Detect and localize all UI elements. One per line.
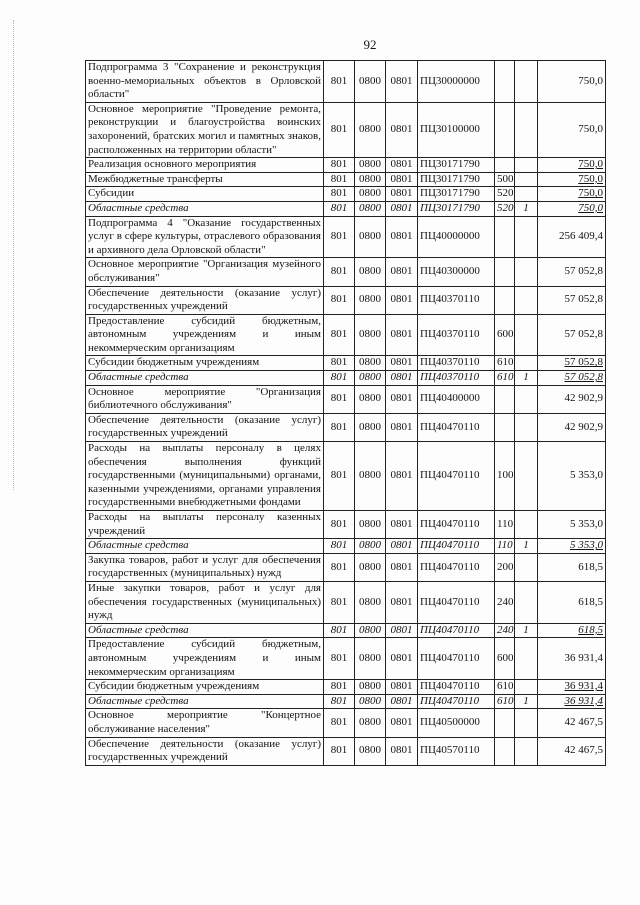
scan-edge-artifact: [13, 20, 14, 490]
table-row: [86, 201, 606, 216]
row-target-article-code: ПЦ40370110: [418, 314, 495, 356]
table-row: [86, 61, 606, 103]
row-amount: 42 467,5: [538, 737, 606, 765]
table-row: [86, 413, 606, 441]
row-expense-type-code: [495, 158, 515, 173]
row-target-article-code: ПЦ40470110: [418, 623, 495, 638]
row-ministry-code: 801: [324, 442, 355, 511]
row-ministry-code: 801: [324, 102, 355, 157]
row-expense-type-code: 240: [495, 623, 515, 638]
row-expense-type-code: 520: [495, 187, 515, 202]
row-ministry-code: 801: [324, 694, 355, 709]
row-funding-source-code: [515, 638, 538, 680]
row-expense-type-code: 600: [495, 638, 515, 680]
row-amount: 750,0: [538, 102, 606, 157]
row-ministry-code: 801: [324, 553, 355, 581]
row-description: Обеспечение деятельности (оказание услуг) государственных учреждений: [86, 737, 324, 765]
row-subsection-code: 0801: [386, 623, 418, 638]
table-row: [86, 216, 606, 258]
row-expense-type-code: 600: [495, 314, 515, 356]
row-funding-source-code: [515, 286, 538, 314]
row-expense-type-code: 610: [495, 356, 515, 371]
row-section-code: 0800: [355, 680, 386, 695]
row-description: Подпрограмма 3 "Сохранение и реконструкция военно-мемориальных объектов в Орловской области": [86, 61, 324, 103]
row-subsection-code: 0801: [386, 286, 418, 314]
row-target-article-code: ПЦ30171790: [418, 158, 495, 173]
row-amount: 36 931,4: [538, 680, 606, 695]
row-expense-type-code: [495, 102, 515, 157]
row-amount: 750,0: [538, 172, 606, 187]
row-funding-source-code: [515, 102, 538, 157]
row-section-code: 0800: [355, 511, 386, 539]
row-target-article-code: ПЦ40000000: [418, 216, 495, 258]
table-row: [86, 187, 606, 202]
row-section-code: 0800: [355, 201, 386, 216]
row-section-code: 0800: [355, 581, 386, 623]
table-row: [86, 286, 606, 314]
row-section-code: 0800: [355, 385, 386, 413]
row-subsection-code: 0801: [386, 187, 418, 202]
row-subsection-code: 0801: [386, 356, 418, 371]
row-funding-source-code: [515, 680, 538, 695]
row-ministry-code: 801: [324, 638, 355, 680]
row-target-article-code: ПЦ40470110: [418, 553, 495, 581]
row-target-article-code: ПЦ40470110: [418, 638, 495, 680]
row-ministry-code: 801: [324, 172, 355, 187]
row-amount: 750,0: [538, 201, 606, 216]
row-subsection-code: 0801: [386, 385, 418, 413]
row-target-article-code: ПЦ40470110: [418, 581, 495, 623]
row-expense-type-code: 110: [495, 539, 515, 554]
row-description: Расходы на выплаты персоналу казенных учреждений: [86, 511, 324, 539]
row-amount: 36 931,4: [538, 638, 606, 680]
row-amount: 42 902,9: [538, 413, 606, 441]
row-amount: 36 931,4: [538, 694, 606, 709]
row-funding-source-code: 1: [515, 623, 538, 638]
row-ministry-code: 801: [324, 61, 355, 103]
row-amount: 57 052,8: [538, 258, 606, 286]
row-ministry-code: 801: [324, 158, 355, 173]
row-amount: 618,5: [538, 623, 606, 638]
row-description: Областные средства: [86, 201, 324, 216]
table-row: [86, 511, 606, 539]
row-section-code: 0800: [355, 258, 386, 286]
row-description: Субсидии бюджетным учреждениям: [86, 356, 324, 371]
row-amount: 618,5: [538, 581, 606, 623]
row-subsection-code: 0801: [386, 581, 418, 623]
row-subsection-code: 0801: [386, 737, 418, 765]
row-ministry-code: 801: [324, 187, 355, 202]
row-amount: 750,0: [538, 187, 606, 202]
row-funding-source-code: [515, 442, 538, 511]
table-row: [86, 371, 606, 386]
row-ministry-code: 801: [324, 539, 355, 554]
row-expense-type-code: [495, 258, 515, 286]
row-funding-source-code: [515, 385, 538, 413]
row-target-article-code: ПЦ40470110: [418, 511, 495, 539]
row-funding-source-code: [515, 581, 538, 623]
row-section-code: 0800: [355, 216, 386, 258]
row-amount: 57 052,8: [538, 286, 606, 314]
row-funding-source-code: [515, 737, 538, 765]
row-ministry-code: 801: [324, 413, 355, 441]
row-amount: 57 052,8: [538, 356, 606, 371]
table-row: [86, 102, 606, 157]
row-description: Основное мероприятие "Организация музейного обслуживания": [86, 258, 324, 286]
row-funding-source-code: [515, 709, 538, 737]
row-subsection-code: 0801: [386, 201, 418, 216]
row-ministry-code: 801: [324, 201, 355, 216]
table-row: [86, 623, 606, 638]
row-amount: 5 353,0: [538, 442, 606, 511]
row-expense-type-code: [495, 216, 515, 258]
row-subsection-code: 0801: [386, 539, 418, 554]
row-description: Обеспечение деятельности (оказание услуг) государственных учреждений: [86, 286, 324, 314]
row-section-code: 0800: [355, 102, 386, 157]
row-section-code: 0800: [355, 286, 386, 314]
row-description: Областные средства: [86, 694, 324, 709]
row-section-code: 0800: [355, 709, 386, 737]
row-ministry-code: 801: [324, 385, 355, 413]
row-target-article-code: ПЦ40470110: [418, 442, 495, 511]
row-section-code: 0800: [355, 694, 386, 709]
row-description: Реализация основного мероприятия: [86, 158, 324, 173]
row-target-article-code: ПЦ40370110: [418, 371, 495, 386]
row-description: Субсидии бюджетным учреждениям: [86, 680, 324, 695]
row-subsection-code: 0801: [386, 102, 418, 157]
row-amount: 57 052,8: [538, 371, 606, 386]
row-expense-type-code: 100: [495, 442, 515, 511]
row-funding-source-code: [515, 61, 538, 103]
row-amount: 5 353,0: [538, 511, 606, 539]
row-description: Предоставление субсидий бюджетным, автономным учреждениям и иным некоммерческим организациям: [86, 314, 324, 356]
row-description: Обеспечение деятельности (оказание услуг) государственных учреждений: [86, 413, 324, 441]
row-target-article-code: ПЦ30171790: [418, 187, 495, 202]
budget-table-body: [86, 61, 606, 766]
row-expense-type-code: [495, 737, 515, 765]
row-section-code: 0800: [355, 172, 386, 187]
row-amount: 618,5: [538, 553, 606, 581]
row-funding-source-code: [515, 314, 538, 356]
row-ministry-code: 801: [324, 737, 355, 765]
row-amount: 42 902,9: [538, 385, 606, 413]
row-section-code: 0800: [355, 61, 386, 103]
row-target-article-code: ПЦ30171790: [418, 201, 495, 216]
row-section-code: 0800: [355, 158, 386, 173]
row-description: Основное мероприятие "Проведение ремонта, реконструкции и благоустройства воинских захоронений, братских могил и памятных знаков, расположенных на территории области": [86, 102, 324, 157]
row-funding-source-code: [515, 553, 538, 581]
row-subsection-code: 0801: [386, 216, 418, 258]
table-row: [86, 680, 606, 695]
table-row: [86, 258, 606, 286]
row-funding-source-code: [515, 172, 538, 187]
table-row: [86, 356, 606, 371]
table-row: [86, 737, 606, 765]
row-ministry-code: 801: [324, 371, 355, 386]
row-target-article-code: ПЦ40470110: [418, 413, 495, 441]
row-subsection-code: 0801: [386, 61, 418, 103]
row-ministry-code: 801: [324, 581, 355, 623]
row-funding-source-code: 1: [515, 539, 538, 554]
row-subsection-code: 0801: [386, 638, 418, 680]
table-row: [86, 158, 606, 173]
row-description: Областные средства: [86, 623, 324, 638]
row-subsection-code: 0801: [386, 158, 418, 173]
table-row: [86, 314, 606, 356]
row-expense-type-code: 610: [495, 371, 515, 386]
row-funding-source-code: [515, 216, 538, 258]
row-ministry-code: 801: [324, 356, 355, 371]
row-subsection-code: 0801: [386, 371, 418, 386]
row-expense-type-code: [495, 61, 515, 103]
row-expense-type-code: 110: [495, 511, 515, 539]
row-funding-source-code: [515, 158, 538, 173]
row-expense-type-code: 500: [495, 172, 515, 187]
table-row: [86, 709, 606, 737]
row-section-code: 0800: [355, 314, 386, 356]
row-target-article-code: ПЦ40570110: [418, 737, 495, 765]
table-row: [86, 581, 606, 623]
row-ministry-code: 801: [324, 216, 355, 258]
row-subsection-code: 0801: [386, 314, 418, 356]
row-expense-type-code: 610: [495, 694, 515, 709]
row-funding-source-code: 1: [515, 694, 538, 709]
row-target-article-code: ПЦ40470110: [418, 694, 495, 709]
row-subsection-code: 0801: [386, 709, 418, 737]
row-target-article-code: ПЦ40300000: [418, 258, 495, 286]
row-target-article-code: ПЦ30100000: [418, 102, 495, 157]
row-ministry-code: 801: [324, 511, 355, 539]
row-description: Областные средства: [86, 371, 324, 386]
row-description: Закупка товаров, работ и услуг для обеспечения государственных (муниципальных) нужд: [86, 553, 324, 581]
row-expense-type-code: [495, 385, 515, 413]
row-section-code: 0800: [355, 187, 386, 202]
row-subsection-code: 0801: [386, 511, 418, 539]
row-expense-type-code: 200: [495, 553, 515, 581]
row-expense-type-code: 610: [495, 680, 515, 695]
row-description: Межбюджетные трансферты: [86, 172, 324, 187]
row-expense-type-code: 520: [495, 201, 515, 216]
row-ministry-code: 801: [324, 314, 355, 356]
row-subsection-code: 0801: [386, 442, 418, 511]
page-number: 92: [363, 37, 377, 52]
row-ministry-code: 801: [324, 258, 355, 286]
row-ministry-code: 801: [324, 709, 355, 737]
row-amount: 57 052,8: [538, 314, 606, 356]
row-section-code: 0800: [355, 356, 386, 371]
row-expense-type-code: [495, 286, 515, 314]
table-row: [86, 638, 606, 680]
row-target-article-code: ПЦ30000000: [418, 61, 495, 103]
row-section-code: 0800: [355, 737, 386, 765]
row-description: Основное мероприятие "Концертное обслуживание населения": [86, 709, 324, 737]
table-row: [86, 385, 606, 413]
row-description: Иные закупки товаров, работ и услуг для обеспечения государственных (муниципальных) нужд: [86, 581, 324, 623]
row-target-article-code: ПЦ30171790: [418, 172, 495, 187]
table-row: [86, 694, 606, 709]
row-subsection-code: 0801: [386, 680, 418, 695]
row-target-article-code: ПЦ40370110: [418, 286, 495, 314]
row-ministry-code: 801: [324, 286, 355, 314]
row-funding-source-code: [515, 258, 538, 286]
row-amount: 256 409,4: [538, 216, 606, 258]
table-row: [86, 553, 606, 581]
table-row: [86, 442, 606, 511]
row-funding-source-code: [515, 511, 538, 539]
row-amount: 42 467,5: [538, 709, 606, 737]
row-funding-source-code: 1: [515, 371, 538, 386]
row-expense-type-code: [495, 709, 515, 737]
row-ministry-code: 801: [324, 680, 355, 695]
row-section-code: 0800: [355, 371, 386, 386]
table-row: [86, 539, 606, 554]
row-amount: 750,0: [538, 61, 606, 103]
row-subsection-code: 0801: [386, 172, 418, 187]
row-section-code: 0800: [355, 553, 386, 581]
row-target-article-code: ПЦ40400000: [418, 385, 495, 413]
row-section-code: 0800: [355, 623, 386, 638]
row-section-code: 0800: [355, 442, 386, 511]
row-funding-source-code: 1: [515, 201, 538, 216]
row-description: Предоставление субсидий бюджетным, автономным учреждениям и иным некоммерческим организациям: [86, 638, 324, 680]
row-section-code: 0800: [355, 638, 386, 680]
row-ministry-code: 801: [324, 623, 355, 638]
row-section-code: 0800: [355, 413, 386, 441]
row-target-article-code: ПЦ40500000: [418, 709, 495, 737]
row-expense-type-code: [495, 413, 515, 441]
row-amount: 750,0: [538, 158, 606, 173]
row-funding-source-code: [515, 187, 538, 202]
row-description: Субсидии: [86, 187, 324, 202]
row-target-article-code: ПЦ40470110: [418, 539, 495, 554]
row-description: Основное мероприятие "Организация библиотечного обслуживания": [86, 385, 324, 413]
row-amount: 5 353,0: [538, 539, 606, 554]
row-description: Расходы на выплаты персоналу в целях обеспечения выполнения функций государственными (муниципальными) органами, казенными учреждениями, органами управления государственными внебюджетными фондами: [86, 442, 324, 511]
row-section-code: 0800: [355, 539, 386, 554]
row-target-article-code: ПЦ40370110: [418, 356, 495, 371]
row-funding-source-code: [515, 413, 538, 441]
row-description: Областные средства: [86, 539, 324, 554]
budget-table: [85, 60, 606, 766]
row-description: Подпрограмма 4 "Оказание государственных услуг в сфере культуры, отраслевого образования и архивного дела Орловской области": [86, 216, 324, 258]
table-row: [86, 172, 606, 187]
row-subsection-code: 0801: [386, 413, 418, 441]
row-subsection-code: 0801: [386, 553, 418, 581]
row-funding-source-code: [515, 356, 538, 371]
row-expense-type-code: 240: [495, 581, 515, 623]
row-target-article-code: ПЦ40470110: [418, 680, 495, 695]
row-subsection-code: 0801: [386, 694, 418, 709]
row-subsection-code: 0801: [386, 258, 418, 286]
